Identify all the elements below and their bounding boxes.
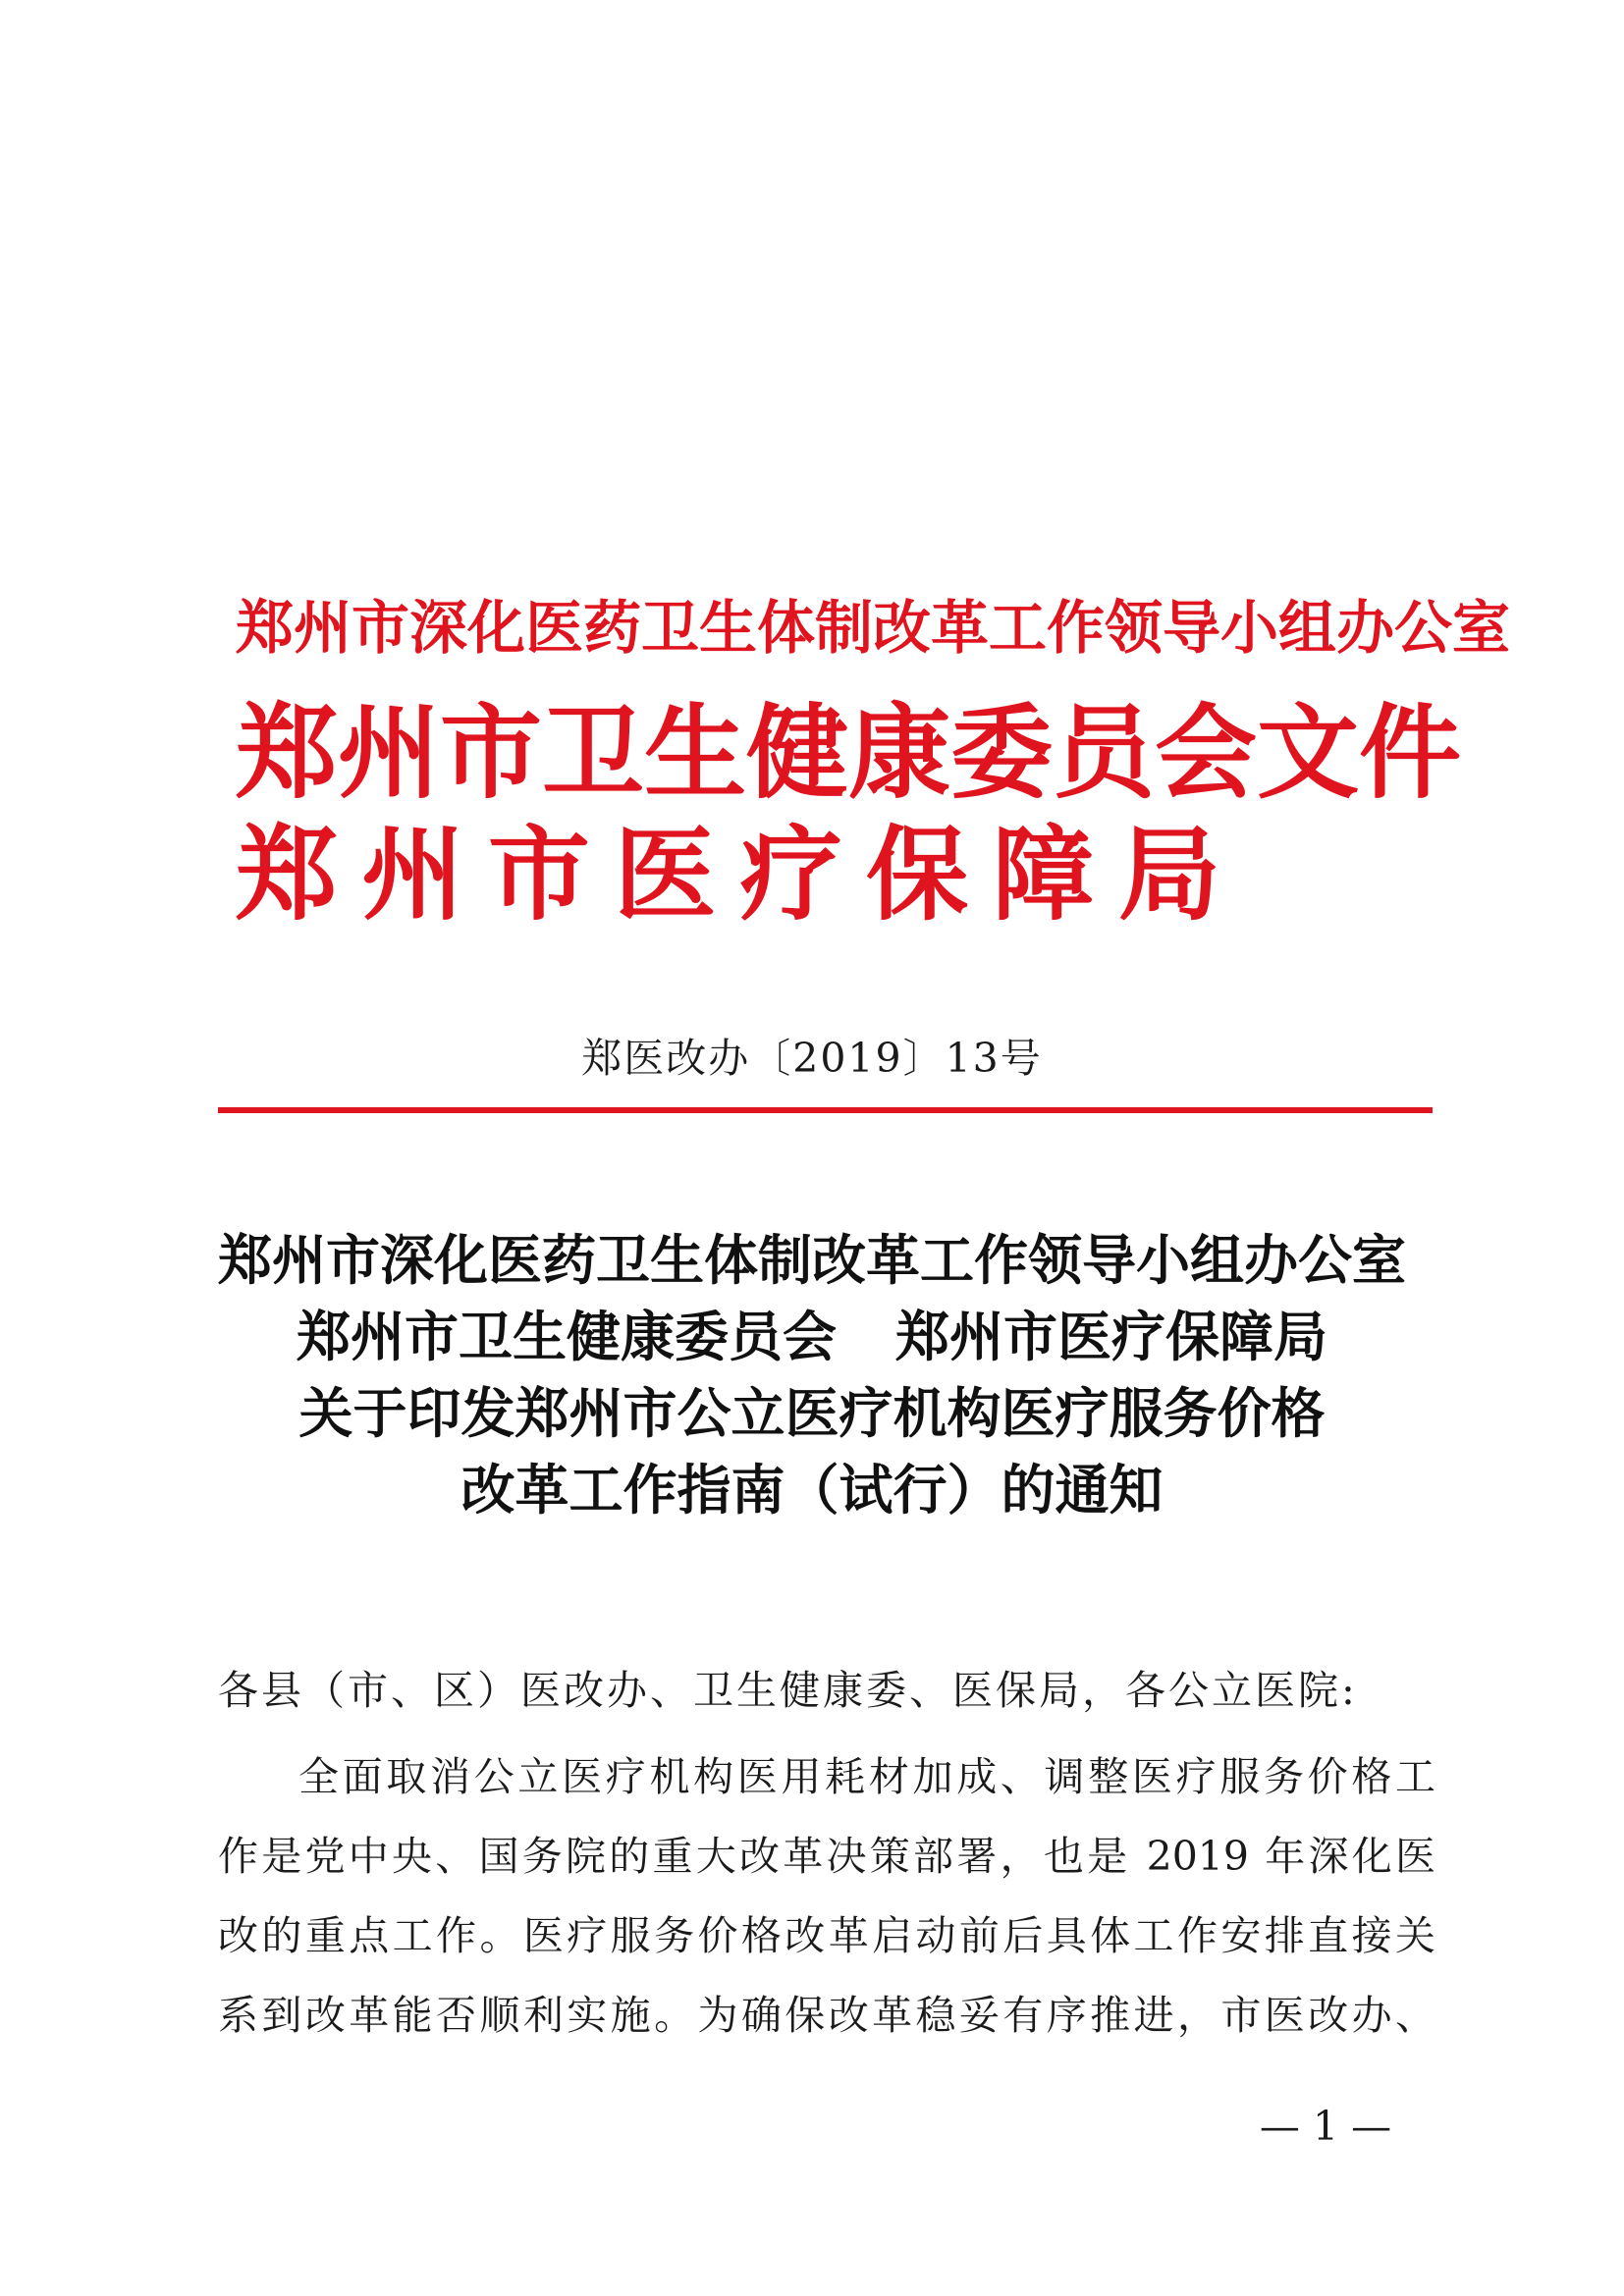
header-char: 员 [1053, 692, 1156, 813]
issuer-medical-security-header [236, 811, 1220, 938]
header-char: 文 [1257, 692, 1360, 813]
header-char: 疗 [739, 814, 842, 934]
title-line-2 [0, 1299, 1624, 1375]
header-char: 州 [338, 692, 441, 813]
salutation: 各县（市、区）医改办、卫生健康委、医保局，各公立医院: [218, 1667, 1358, 1714]
title-line-4: 改革工作指南（试行）的通知 [460, 1458, 1164, 1522]
body-paragraph [218, 1737, 1435, 2056]
header-char: 件 [1359, 692, 1462, 813]
header-char: 郑 [236, 692, 339, 813]
header-char: 卫 [542, 692, 645, 813]
header-char: 生 [644, 692, 747, 813]
issuer-health-commission-header [236, 689, 1462, 817]
title-line-1: 郑州市深化医药卫生体制改革工作领导小组办公室 [217, 1228, 1406, 1292]
title-line-3: 关于印发郑州市公立医疗机构医疗服务价格 [298, 1381, 1326, 1445]
title-line-2-part-b: 郑州市医疗保障局 [895, 1305, 1328, 1368]
header-char: 局 [1117, 814, 1220, 934]
header-char: 市 [440, 692, 543, 813]
page-number: — 1 — [1259, 2103, 1392, 2150]
header-char: 郑 [236, 814, 339, 934]
header-char: 市 [487, 814, 590, 934]
header-char: 保 [866, 814, 969, 934]
header-char: 会 [1155, 692, 1258, 813]
body-line: 全面取消公立医疗机构医用耗材加成、调整医疗服务价格工 [298, 1753, 1435, 1800]
header-char: 障 [992, 814, 1095, 934]
header-char: 委 [950, 692, 1054, 813]
header-char: 康 [848, 692, 951, 813]
header-char: 健 [746, 692, 849, 813]
body-line: 系到改革能否顺利实施。为确保改革稳妥有序推进，市医改办、 [218, 1992, 1435, 2039]
body-line: 改的重点工作。医疗服务价格改革启动前后具体工作安排直接关 [218, 1912, 1435, 1959]
document-title [0, 1222, 1624, 1528]
title-line-2-part-a: 郑州市卫生健康委员会 [296, 1305, 837, 1368]
header-char: 州 [361, 814, 464, 934]
header-char: 医 [614, 814, 717, 934]
header-divider-rule [218, 1107, 1433, 1113]
issuer-office-name: 郑州市深化医药卫生体制改革工作领导小组办公室 [236, 594, 1511, 662]
body-line: 作是党中央、国务院的重大改革决策部署，也是 2019 年深化医 [218, 1833, 1435, 1880]
document-number: 郑医改办〔2019〕13号 [581, 1035, 1043, 1082]
